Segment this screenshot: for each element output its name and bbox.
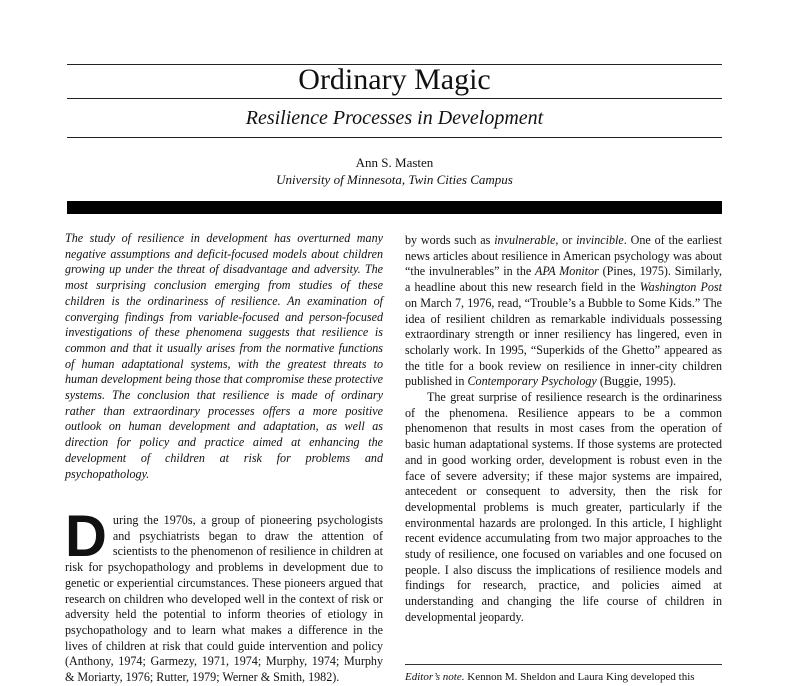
editor-note-text: Kennon M. Sheldon and Laura King developed this — [464, 671, 695, 683]
author-affiliation: University of Minnesota, Twin Cities Campus — [276, 172, 513, 187]
body-left-text: uring the 1970s, a group of pioneering psychologists and psychiatrists began to draw the attention of scientists to the phenomenon of resilience in children at risk for psychopathology and problems in development due to genetic or experiential circumstances. These pioneers argued that research on children who developed well in the context of risk or adversity held the potential to inform theories of etiology in psychopathology and to learn what makes a difference in the lives of children at risk that could guide intervention and policy (Anthony, 1974; Garmezy, 1971, 1974; Murphy, 1974; Murphy & Moriarty, 1976; Rutter, 1979; Werner & Smith, 1982). — [65, 513, 383, 685]
body-paragraph: The great surprise of resilience research is the ordinariness of the phenomena. Resilience appears to be a common phenomenon that results in most cases from the operation of basic human adaptational systems. If those systems are protected and in good working order, development is robust even in the face of severe adversity; if these major systems are impaired, antecedent or consequent to adversity, then the risk for developmental problems is much greater, particularly if the environmental hazards are prolonged. In this article, I highlight recent evidence accumulating from two major approaches to the study of resilience, one focused on variables and one focused on people. I also discuss the implications of resilience models and findings for research, practice, and policies aimed at understanding and changing the life course of children in developmental jeopardy. — [405, 390, 722, 624]
emphasis: Contemporary Psychology — [467, 374, 597, 389]
text-run: (Pines, 1975). Similarly, a headline about this new research field in the — [405, 264, 722, 295]
text-run: on March 7, 1976, read, “Trouble’s a Bubble to Some Kids.” The idea of resilient children as remarkable individuals possessing extraordinary strength or inner resiliency has lingered, even in scholarly work. In 1995, “Superkids of the Ghetto” appeared as the title for a book review on resilience in inner-city children published in — [405, 295, 722, 389]
body-paragraph — [405, 233, 722, 390]
text-run: (Buggie, 1995). — [596, 374, 677, 389]
article-title: Ordinary Magic — [298, 63, 491, 96]
emphasis: APA Monitor — [535, 264, 599, 279]
emphasis: invulnerable — [494, 233, 556, 247]
text-run: , or — [555, 233, 577, 247]
header-bar — [67, 201, 722, 214]
body-right-column — [405, 233, 722, 626]
body-left-column — [65, 504, 383, 686]
text-run: by words such as — [405, 233, 495, 247]
abstract: The study of resilience in development has overturned many negative assumptions and deficit-focused models about children growing up under the threat of disadvantage and adversity. The most surprising conclusion emerging from studies of these children is the ordinariness of resilience. An examination of converging findings from variable-focused and person-focused investigations of these phenomena suggests that resilience is common and that it usually arises from the normative functions of human adaptational systems, with the greatest threats to human development being those that compromise these protective systems. The conclusion that resilience is made of ordinary rather than extraordinary processes offers a more positive outlook on human development and adaptation, as well as direction for policy and practice aimed at enhancing the development of children at risk for problems and psychopathology. — [65, 231, 383, 481]
footnote-rule — [405, 664, 722, 665]
text-run: . One of the earliest news articles about resilience in American psychology was about “the invulnerables” in the — [405, 233, 722, 279]
emphasis: Washington Post — [639, 280, 722, 295]
title-rule — [67, 98, 722, 99]
emphasis: invincible — [576, 233, 624, 247]
subtitle-rule — [67, 137, 722, 138]
article-subtitle: Resilience Processes in Development — [245, 107, 544, 129]
editor-note-label: Editor’s note. — [405, 671, 465, 683]
drop-cap: D — [65, 504, 107, 569]
author-name: Ann S. Masten — [355, 155, 434, 170]
